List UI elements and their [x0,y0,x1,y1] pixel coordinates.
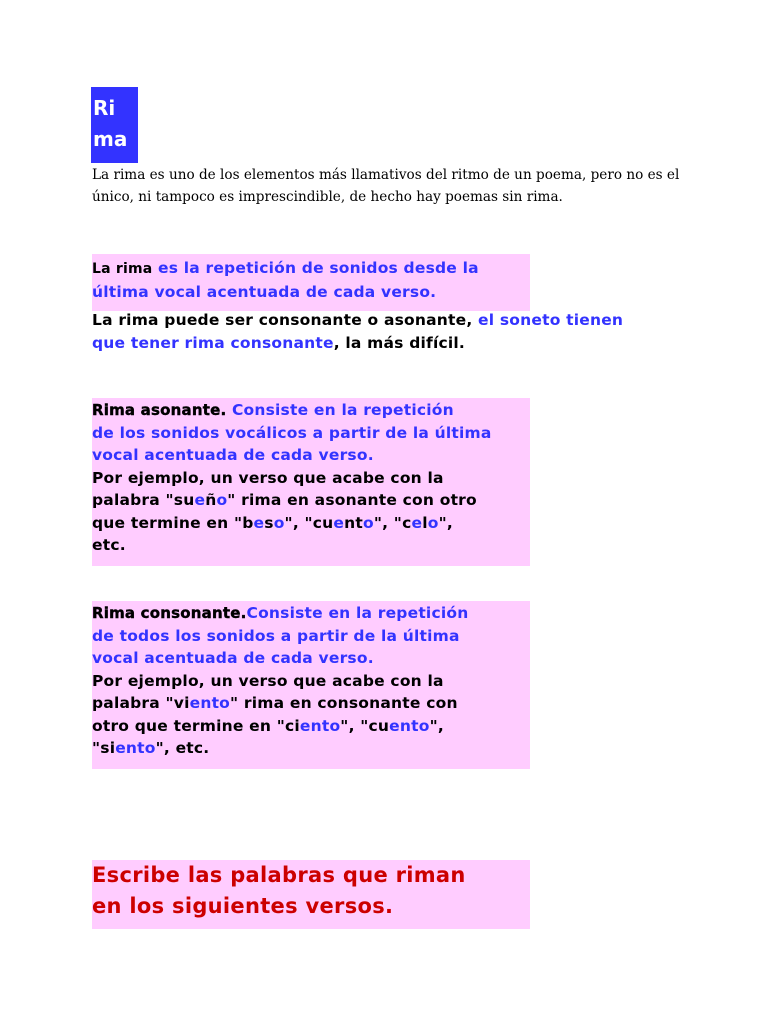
consonante-heading: Rima consonante. [92,604,247,622]
consonante-example-3: otro que termine en "ciento", "cuento", [92,716,444,735]
page-title [91,87,138,163]
rhyme-types-part-1: La rima puede ser consonante o asonante, [92,311,473,329]
consonante-def-3: vocal acentuada de cada verso. [92,649,374,667]
asonante-def-1: Consiste en la repetición [231,401,454,419]
asonante-def-3: vocal acentuada de cada verso. [92,446,374,464]
asonante-example-4: etc. [92,536,126,554]
consonante-example-4: "siento", etc. [92,739,210,757]
rhyme-types-part-4: , la más difícil. [333,334,465,352]
asonante-example-1: Por ejemplo, un verso que acabe con la [92,468,444,487]
definition-text-1: es la repetición de sonidos desde la [158,259,479,277]
title-line-2: ma [93,127,128,151]
exercise-line-1: Escribe las palabras que riman [92,863,466,887]
asonante-example-2: palabra "sueño" rima en asonante con otro [92,491,477,509]
rhyme-types-part-2: el soneto tienen [478,311,624,329]
title-line-1: Ri [93,96,116,120]
asonante-def-2: de los sonidos vocálicos a partir de la última [92,423,492,442]
asonante-example-3: que termine en "beso", "cuento", "celo", [92,513,453,532]
exercise-box [92,860,530,929]
definition-box [92,254,530,311]
definition-lead: La rima [92,261,153,277]
rhyme-types-part-3: que tener rima consonante [92,334,334,352]
asonante-box [92,398,530,566]
rhyme-types-paragraph [92,309,692,355]
consonante-def-2: de todos los sonidos a partir de la última [92,626,460,645]
exercise-line-2: en los siguientes versos. [92,894,394,918]
consonante-box [92,601,530,769]
intro-paragraph: La rima es uno de los elementos más llamativos del ritmo de un poema, pero no es el único, ni tampoco es imprescindible, de hecho hay poemas sin rima. [92,167,680,205]
consonante-example-2: palabra "viento" rima en consonante con [92,694,458,712]
consonante-example-1: Por ejemplo, un verso que acabe con la [92,671,444,690]
consonante-def-1: Consiste en la repetición [246,604,469,622]
definition-text-2: última vocal acentuada de cada verso. [92,283,437,301]
asonante-heading: Rima asonante. [92,401,227,419]
